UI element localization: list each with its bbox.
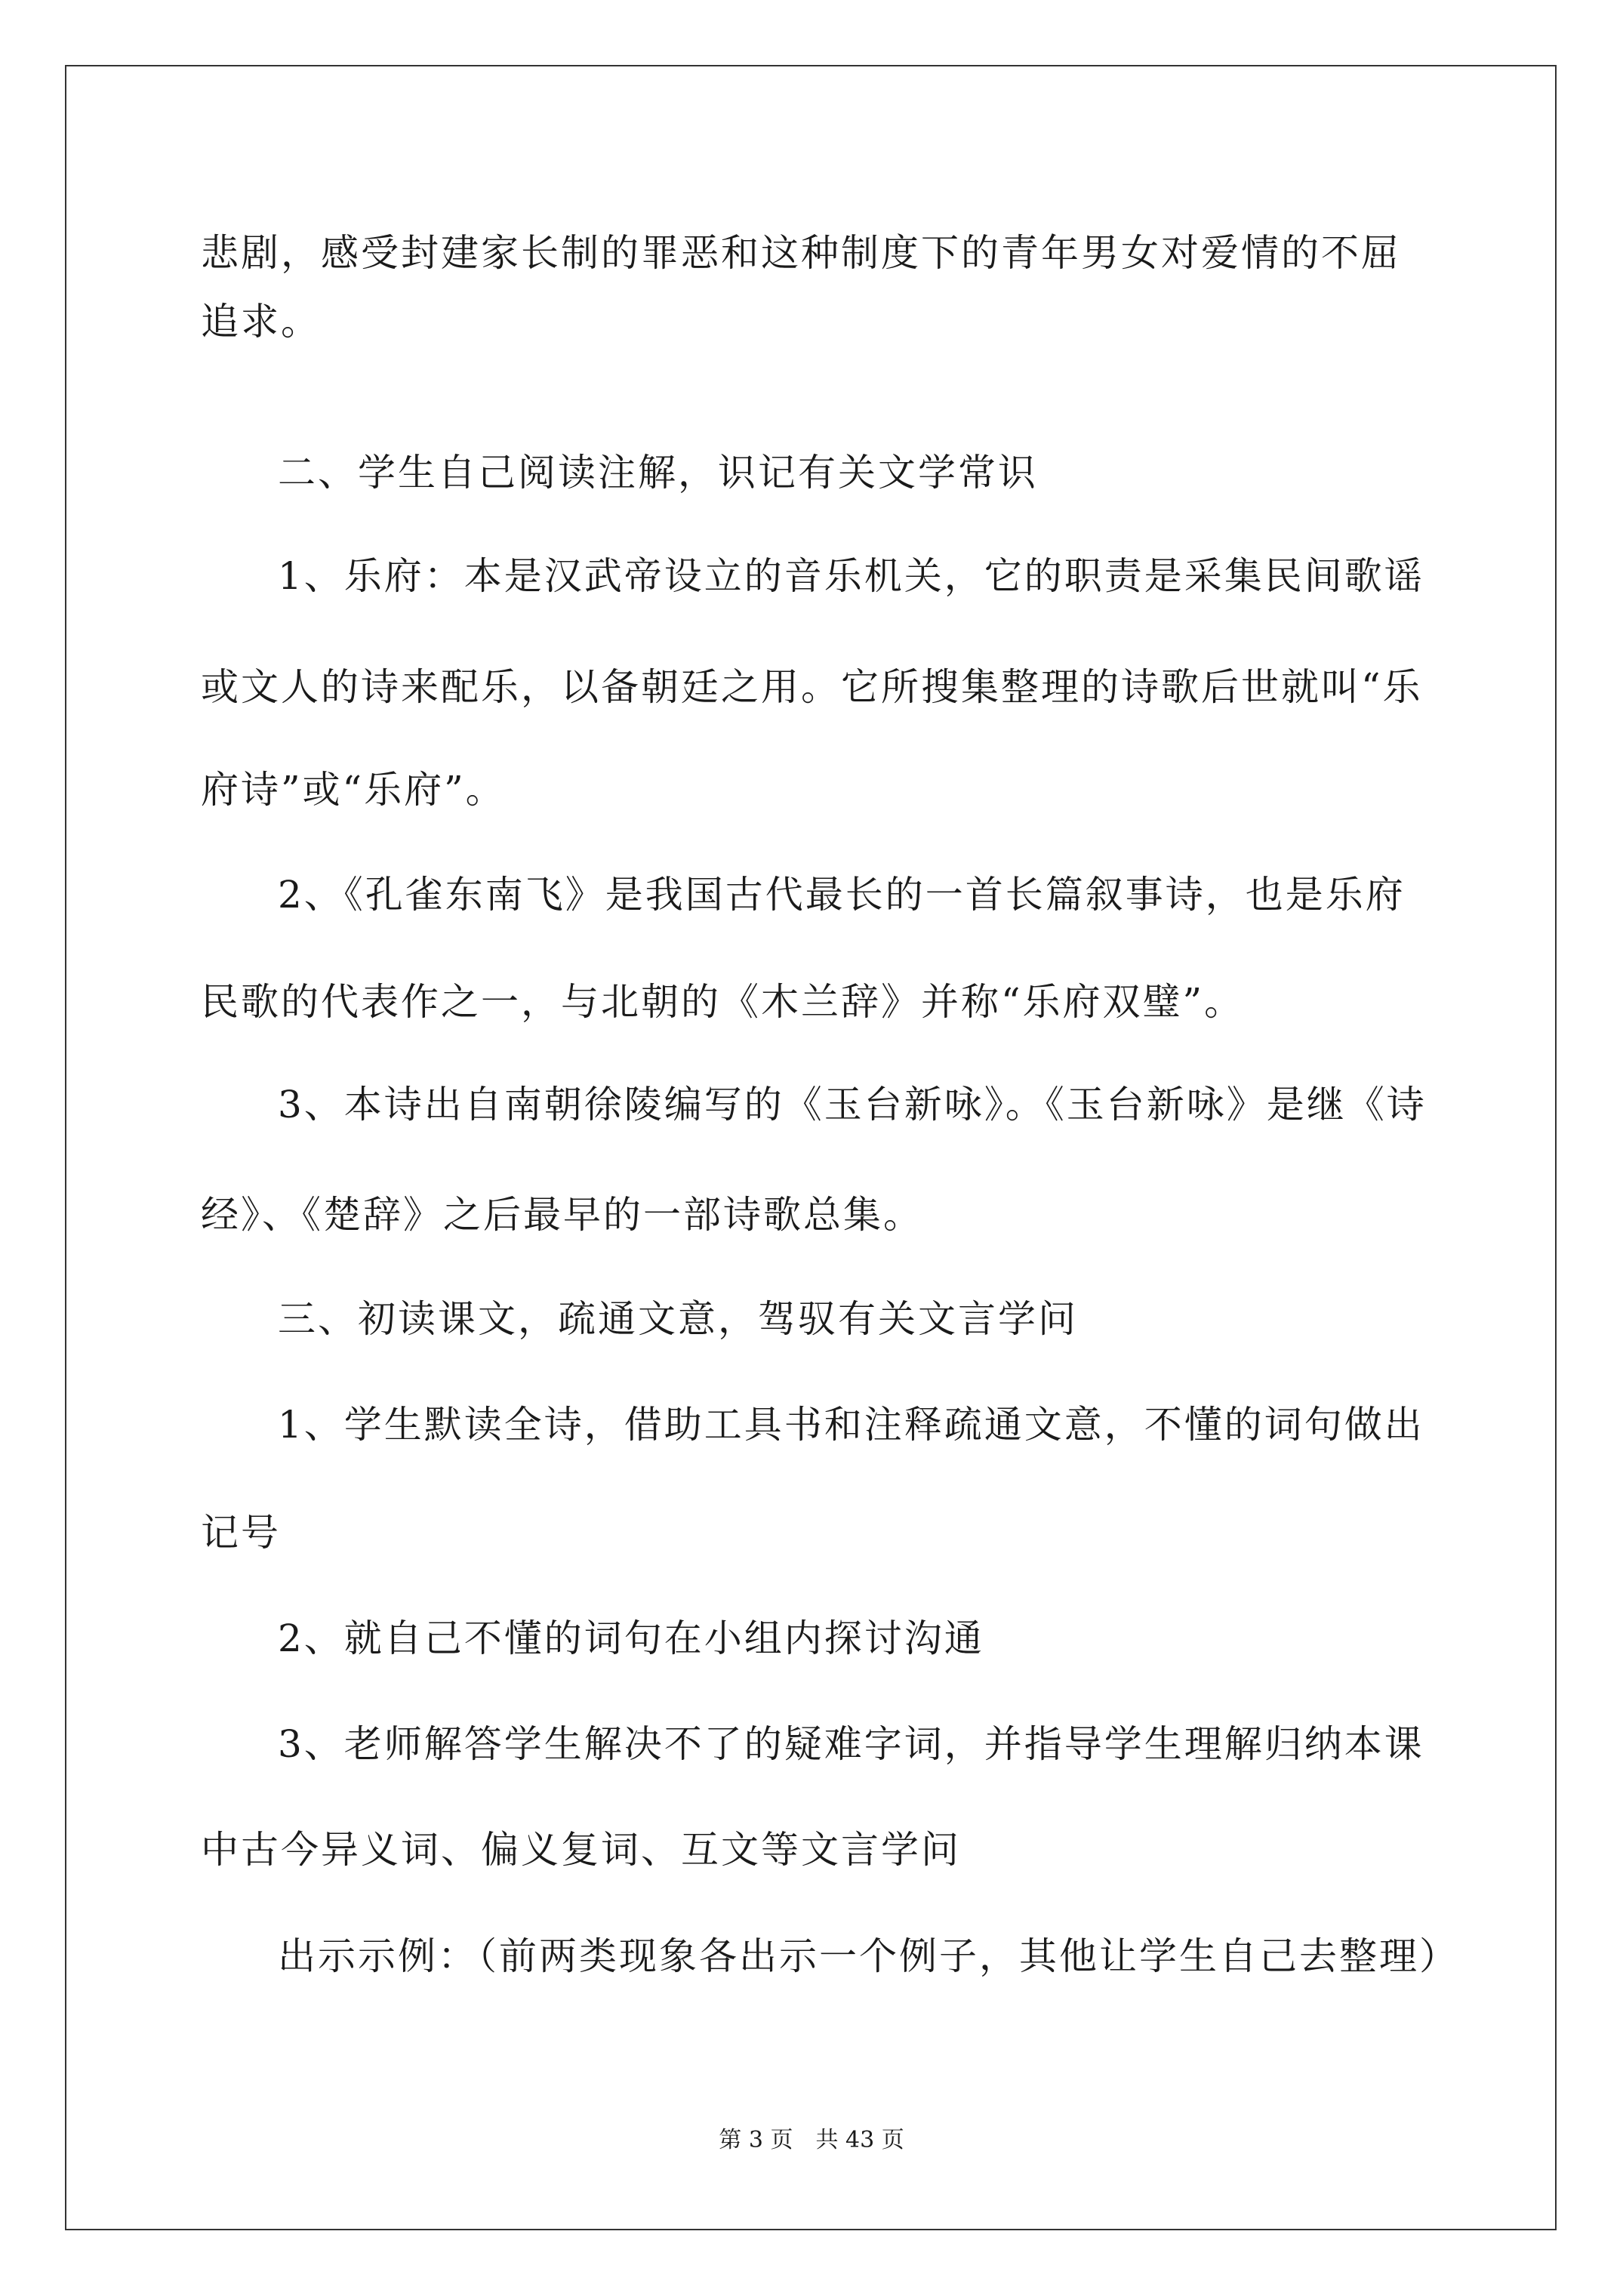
- text-line: 出示示例：（前两类现象各出示一个例子，其他让学生自己去整理）: [278, 1934, 1459, 1978]
- text-line: 民歌的代表作之一，与北朝的《木兰辞》并称“乐府双璧”。: [201, 980, 1245, 1024]
- text-line: 2、就自己不懂的词句在小组内探讨沟通: [278, 1616, 984, 1660]
- section-heading: 三、初读课文，疏通文意，驾驭有关文言学问: [278, 1297, 1078, 1341]
- text-line: 悲剧，感受封建家长制的罪恶和这种制度下的青年男女对爱情的不屈: [201, 231, 1401, 275]
- text-line: 府诗”或“乐府”。: [201, 768, 506, 812]
- text-line: 1、学生默读全诗，借助工具书和注释疏通文意，不懂的词句做出: [278, 1403, 1424, 1447]
- text-line: 经》、《楚辞》之后最早的一部诗歌总集。: [201, 1193, 923, 1237]
- page-border: [65, 65, 1557, 2230]
- text-line: 3、老师解答学生解决不了的疑难字词，并指导学生理解归纳本课: [278, 1722, 1424, 1766]
- text-line: 中古今异义词、偏义复词、互文等文言学问: [201, 1828, 961, 1872]
- text-line: 记号: [201, 1511, 281, 1555]
- text-line: 追求。: [201, 300, 321, 344]
- section-heading: 二、学生自己阅读注解，识记有关文学常识: [278, 451, 1038, 495]
- page-number-footer: 第 3 页 共 43 页: [719, 2127, 904, 2153]
- text-line: 3、本诗出自南朝徐陵编写的《玉台新咏》。《玉台新咏》是继《诗: [278, 1083, 1427, 1126]
- text-line: 1、乐府：本是汉武帝设立的音乐机关，它的职责是采集民间歌谣: [278, 554, 1424, 598]
- text-line: 2、《孔雀东南飞》是我国古代最长的一首长篇叙事诗，也是乐府: [278, 873, 1406, 917]
- text-line: 或文人的诗来配乐，以备朝廷之用。它所搜集整理的诗歌后世就叫“乐: [201, 665, 1423, 709]
